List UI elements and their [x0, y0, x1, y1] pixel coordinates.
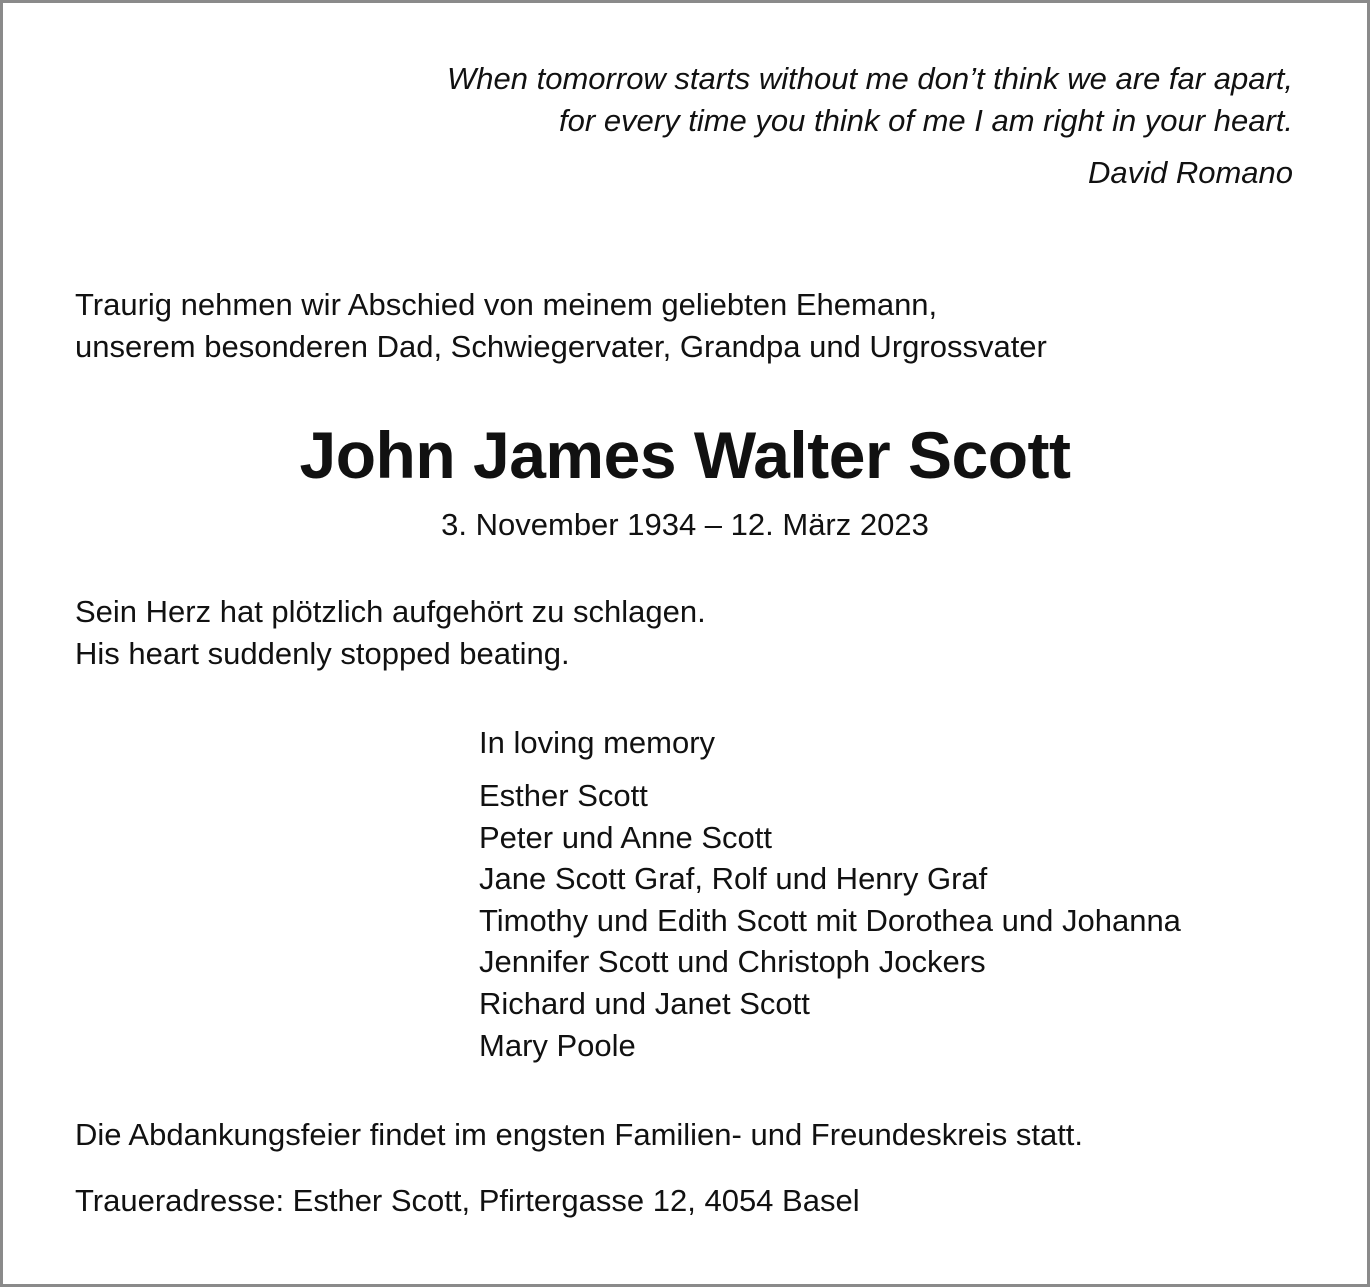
heart-text — [75, 591, 706, 675]
intro-text — [75, 284, 1047, 368]
mourner-item: Jane Scott Graf, Rolf und Henry Graf — [479, 861, 988, 897]
heart-line: His heart suddenly stopped beating. — [75, 636, 570, 671]
ceremony-note: Die Abdankungsfeier findet im engsten Familien- und Freundeskreis statt. — [75, 1117, 1084, 1152]
epigraph-quote — [447, 58, 1293, 142]
intro-line: unserem besonderen Dad, Schwiegervater, Grandpa und Urgrossvater — [75, 329, 1047, 364]
quote-line: for every time you think of me I am right in your heart. — [559, 103, 1293, 138]
mourner-item: Mary Poole — [479, 1027, 636, 1063]
quote-line: When tomorrow starts without me don’t think we are far apart, — [447, 61, 1293, 96]
mourner-item: Richard und Janet Scott — [479, 985, 810, 1021]
mourner-item: Jennifer Scott und Christoph Jockers — [479, 944, 986, 980]
intro-line: Traurig nehmen wir Abschied von meinem geliebten Ehemann, — [75, 287, 938, 322]
life-dates: 3. November 1934 – 12. März 2023 — [441, 507, 929, 542]
mourner-item: Timothy und Edith Scott mit Dorothea und Johanna — [479, 902, 1181, 938]
quote-author: David Romano — [1087, 155, 1293, 190]
heart-line: Sein Herz hat plötzlich aufgehört zu schlagen. — [75, 594, 706, 629]
mourner-item: Esther Scott — [479, 778, 648, 813]
deceased-name: John James Walter Scott — [299, 418, 1071, 492]
memory-heading: In loving memory — [479, 725, 716, 760]
mourners-list — [479, 775, 1181, 1066]
mourning-address: Traueradresse: Esther Scott, Pfirtergasse 12, 4054 Basel — [75, 1183, 860, 1218]
mourner-item: Peter und Anne Scott — [479, 819, 772, 855]
